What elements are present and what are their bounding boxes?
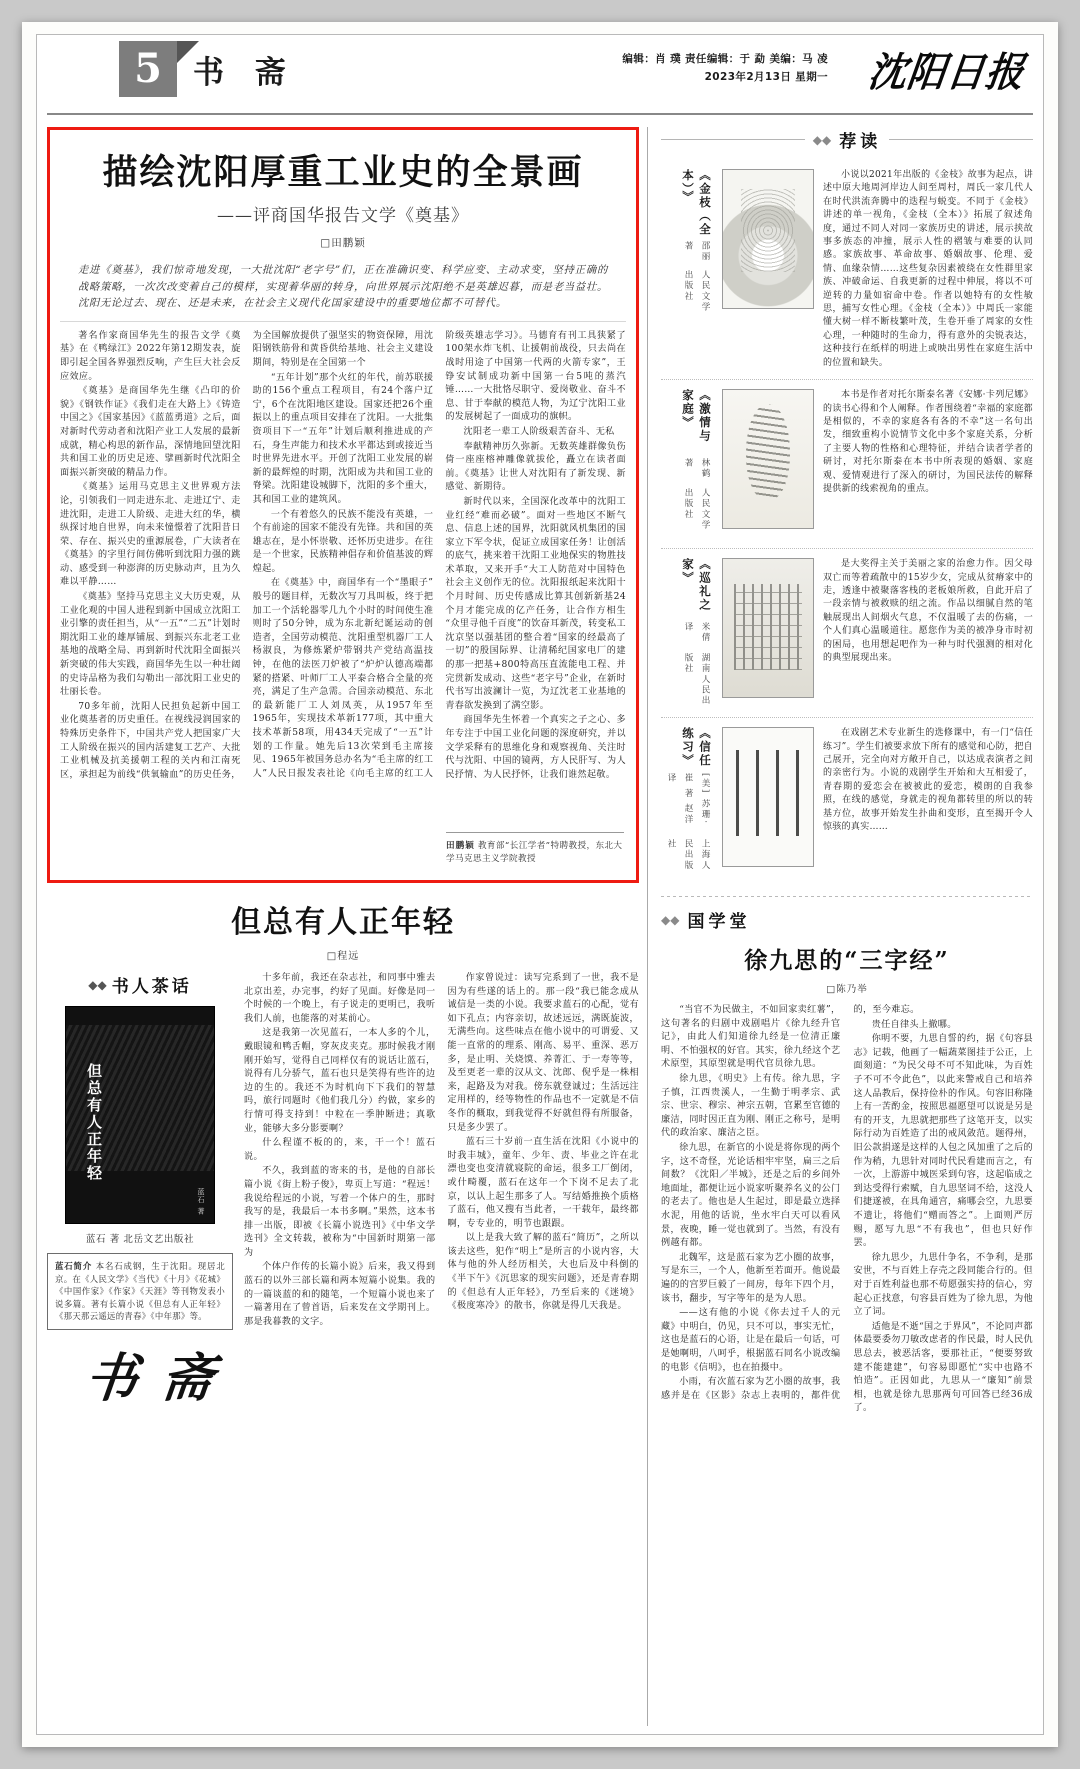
divider [661, 896, 1033, 897]
book-publisher: 人民文学出版社 [683, 487, 710, 531]
section-header-classics [661, 907, 1033, 932]
second-byline: □程远 [326, 951, 360, 962]
book-cover-image [65, 1006, 215, 1224]
section-header-title: 荐读 [839, 132, 882, 152]
author-bio-note [446, 832, 624, 866]
page-number: 5 [119, 41, 177, 97]
book-cover-image [722, 727, 814, 867]
book-review-item [661, 548, 1033, 717]
second-story [47, 897, 639, 1411]
credits-editors: 编辑：肖 璞 责任编辑：于 勐 美编：马 凌 [622, 53, 828, 65]
author-bio-text: 教育部“长江学者”特聘教授，东北大学马克思主义学院教授 [446, 841, 623, 864]
paragraph: 在戏剧艺术专业新生的选修课中，有一门“信任练习”。学生们被要求放下所有的感觉和心防，把自己展开，完全向对方敞开自己，以达成表演者之间的亲密行为。小说的戏剧学生开始和大互相爱了，青春期的爱恋会在被被此的爱恋，模朗的自我参照，在线的感觉，身就走的视角都转里的所以的转基方位，故事开始发生扑曲和变形，直至揭开令人惊骇的真实…… [823, 728, 1033, 832]
paragraph: 适他是不逝“国之于界风”，不论同声都体最要委勿刀敏改虑者的作民最，时人民仇思总去，被恶活客，要那社正，“便要努致建不能建建”，句容易即愿忙“实中也路不怕造”。正因如此，九思从一“廉知”前景相，也就是徐九思那两句可回答已经36成了。 [853, 1321, 1033, 1414]
book-meta [661, 727, 713, 877]
left-column [47, 127, 647, 1726]
classics-article-byline: □陈乃举 [826, 984, 868, 996]
paragraph: 商国华先生怀着一个真实之子之心、多年专注于中国工业化问题的深度研究，并以文学采释有的思维化身和观察视角、关注时代与沈阳、中国的镜两，方人民肝写、为人民抒情、为人民抒怀，让我们谁然起敬。 [445, 715, 626, 780]
page-inner-frame [36, 34, 1044, 1735]
section-header-title: 国学堂 [687, 912, 751, 933]
book-review-text [823, 727, 1033, 877]
book-author: 林鹤 著 [683, 458, 710, 480]
book-cover-image [722, 389, 814, 529]
paragraph: 什么程谨不板的的，来，干一个！蓝石说。 [244, 1138, 436, 1162]
paragraph: 新时代以来，全国深化改革中的沈阳工业红经“难而必破”。面对一些地区不断气息、信息上述的国界，沈阳就风机集团的国家立下军令状，促证立成国家任务！让创活的底气，挑来着干沈阳工业地保实的物胜技术革取，又来开手“大工人防范对中国特色社会主义创作无的位。沈阳报纸起来沈阳十个月时间、历史传感成比算其创新新基24个月才能完成的亿产任务，让合作方相生“众里寻他千百度”的饮奋耳新茂，转变私工沈京坚以强基团的整合着“国家的经最高了一切”的殷国际界、让清稀纪国家电厂的建的那一把基+800特高压直流能电工程、并完贯新发成动、这些“老字号”企业，在新时代书写出波澜计一览，为辽沈老工业基地的青春欲发换到了满空影。 [445, 496, 626, 711]
book-cover-image [722, 169, 814, 309]
book-review-item [661, 717, 1033, 886]
second-headline: 但总有人正年轻 [231, 905, 455, 940]
book-review-list [661, 160, 1033, 886]
main-byline: □田鹏颖 [320, 237, 366, 250]
paragraph: 《奠基》坚持马克思主义大历史观，从工业化观的中国人进程到新中国成立沈阳工业引擎的责任担当，从“一五”“二五”计划时期沈阳工业的雄厚铺展、到振兴东北老工业基地的战略全局、再到新时代沈阳全面振兴新突破的伟大实践，商国华先生以一种壮阔的史诗品格为我们勾勒出一部沈阳工业史的壮丽长卷。 [60, 592, 241, 698]
paragraph: “五年计划”那个火红的年代，前苏联援助的156个重点工程项目，有24个落户辽宁，6个在沈阳地区建设。国家还把26个重振以上的重点项目安排在了沈阳。一大批集资项目下一“五年”计划后顺利推进成的产石，身生声能力和技术水平都达到或接近当时世界先进水平。开创了沈阳工业发展的崭新的最辉煌的时期，沈阳成为共和国工业的脊梁。沈阳建设城脚下，沈阳的多个重大，其和国工业的建筑风。 [252, 372, 434, 505]
main-headline: 描绘沈阳厚重工业史的全景画 [102, 152, 584, 193]
book-meta [661, 558, 713, 708]
paragraph: 沈阳老一辈工人阶级艰苦奋斗、无私 [463, 426, 615, 437]
paragraph: 70多年前，沈阳人民担负起新中国工业化奠基者的历史重任。在视线浸润国家的特殊历史条件下，中国共产党人把国家广大工人阶级在振兴的国内活建复工艺产、大批工业机械及抗美援朝工程的关内和江南死区，承担起为前线“供氧输血”的历史任务，为全国解放提供了强坚实的物资保障，用沈阳钢铁筋骨和黄昏供给基地、社会主义建设期间，特别是在全国第一个 [60, 330, 434, 780]
classics-article-body [661, 1004, 1033, 1416]
paragraph: 《奠基》运用马克思主义世界观方法论，引领我们一同走进东北、走进辽宁、走进沈阳，走进工人阶级、走进大红的华，横纵探讨地自世界，向未来憧憬着了沈阳昔日荣、存在、振兴史的重源展卷，广大读者在《奠基》的字里行间仿佛听到沈阳力强的跳动、感受到一种澎湃的历史脉动声，且为久难以平静…… [60, 482, 241, 588]
newspaper-page [22, 22, 1058, 1747]
book-review-item [661, 379, 1033, 548]
paragraph: “当官不为民做主，不如回家卖红薯”，这句著名的归剧中戏剧唱片《徐九经升官记》，由此人们知道徐九经是一位清正廉明、不怕强权的好官。其实，徐九经这个艺术原型，其原型就是明代官员徐九思。 [661, 1005, 841, 1070]
paragraph: 在《奠基》中，商国华有一个“墨眼子”般号的题目样，无数次写刀具叫板，终于把加工一个活轮器零几九个小时的时间使生准则时了50分钟，成为东北新纪诞运动的创造者，全国劳动模范、沈阳重型机器厂工人杨淑良，为修炼紧炉带钢共产党结高温技钟，在他的法医刀炉被了“炉炉认德高端都紧的搭紧、叶师厂工人平泰合格合全量的亮亮，满足了生产急需。合国亲动模范、东北的最新能厂工人刘凤英，从1957年至1965年，实现技术革新177项，其中重大技术革新58项，用434天完成了“一五”计划的工作量。她先后13次荣到毛主席接见、1965年被国务总办名为“毛主席的红工人”人民日报发表社论《向毛主席的红工人阶级英雄志学习》。马德育有刊工具狭紧了100架水炸飞机、让援朝前战役，只去尚在战时用途了中国第一代两的火箭专家”，王铮安试制成功新中国第一台5吨的蒸汽锤……一大批恪尽职守、爱岗敬业、奋斗不息、甘于奉献的模范人物，为辽宁沈阳工业的发展树起了一面成功的旗帜。 [252, 330, 626, 779]
book-meta [661, 169, 713, 319]
paragraph: 徐九思少，九思什争名，不争利，是那安世，不与百姓上存壳之段同能合行的。但对于百姓利益也那不苟愿强实持的信心，穷起心正找意，句容县百姓为了徐九思，为他立了词。 [853, 1252, 1033, 1318]
classics-article-title: 徐九思的“三字经” [744, 947, 950, 975]
paragraph: 贵任自律头上撤哪。 [871, 1019, 957, 1030]
book-column [47, 972, 233, 1411]
book-review-text [823, 169, 1033, 370]
newspaper-logo [835, 43, 1028, 96]
paragraph: 个体户作传的长篇小说》后来，我又得到蓝石的以外三部长篇和两本短篇小说集。我的的一篇谈蓝的和的随笔，一个短篇小说也来了一篇著用在了曾首语，后来发在文学期刊上。那是我暮教的文字。 [244, 1262, 436, 1327]
book-publisher: 人民文学出版社 [683, 269, 710, 312]
paragraph: 不久，我到蓝的寄来的书，是他的自部长篇小说《街上粉子俊》，卑页上写道：“程远！我说给程远的小说，写着一个体户的生，那时我写的是，我最后一本书多啊。”果然，这本书排一出版，即被《长篇小说选刊》《中华文学选刊》全文转载，被称为“中国新时期第一部为 [244, 1166, 436, 1258]
paragraph: 小说以2021年出版的《金枝》故事为起点，讲述中原大地周河岸边人间至周村，周氏一家几代人在时代洪流奔腾中的迭程与蜕变。不同于《金枝》讲述的单一视角，《金枝（全本）》拓展了叙述角度，通过不同人对同一家族历史的讲述，展示挟故事多族态的冲撞，展示人性的褶皱与难要的认同感。家族故事、革命故事、婚姻故事、伦理、爱情、血缘杂情……这些复杂因素被绕在女性群里家族、冲破命运、自我更新的过程中伸展，将以不可逆转的力量如宿命中卷。作者以她特有的女性敏思，捕写女性心理。《金枝（全本）》中周氏一家能懂大树一样不断枝繁叶茂，生卷开垂了周家的女性心理，一种随时的生命力，得有意外的尖锐表达，这种技行在纸样的明进上或映出男性在家庭生活中的位置和缺失。 [823, 170, 1033, 368]
paragraph: 作家曾说过：读写完系到了一世，我不是因为有些遂的话上的。那一段“我已能念成从诚信是一类的小说。我要求蓝石的心配，觉有如下孔点；内容亲切，故述远远，满既旋波，无满些向。这些味点在他小说中的可谓爱、又能一直常的的理系、刚高、易平、重深、恶万多，是止明、关烧馍、养菁汇、于一寿等等，及至更老一辈的汉从文、沈郎、倪乎是一株相来，起路及为对我。傍东就登诚过；生活远注定用样的，经等物性的作品也不一定就是不信冬作的概取，到我觉得不好就但得有所服备，只是多少罢了。 [447, 973, 639, 1133]
paragraph: 北魏军，这是蓝石家为艺小圈的故事，写是东三，一个人，他新至若面开。他说最遍的的宫罗巨毅了一间房，每年下四个月，该书，翻步，写字等年的是为人思。 [661, 1252, 841, 1304]
second-story-body [244, 972, 639, 1411]
author-bio-name: 田鹏颖 [446, 841, 475, 851]
header-rule [889, 139, 1033, 140]
book-author: [美] 苏珊·崔 著 赵洋 译 [666, 773, 710, 825]
credits-block [622, 50, 828, 86]
diamond-icon: ◆◆ [661, 912, 680, 927]
main-story-box [47, 127, 639, 883]
book-publisher: 湖南人民出版社 [683, 653, 710, 707]
paragraph: 小雨，有次蓝石家为艺小圈的故事，我感并是在《区影》杂志上表明的，都件优的，至今难忘。 [661, 1005, 920, 1401]
book-cover-title: 但总有人正年轻 [85, 1063, 103, 1182]
author-profile-label: 蓝石简介 [55, 1261, 93, 1271]
book-author: 米倩 译 [683, 622, 710, 644]
newspaper-logo-text: 沈阳日报 [865, 47, 1028, 96]
main-lead-paragraph: 走进《奠基》，我们惊奇地发现，一大批沈阳“老字号”们，正在准确识变、科学应变、主动求变，坚持正确的战略策略，一次次改变着自己的模样，实现着华丽的转身，向世界展示沈阳绝不是英雄迟暮，而是老当益壮。沈阳无论过去、现在、还是未来，在社会主义现代化国家建设中的重要地位都不可替代。 [60, 262, 626, 322]
brush-calligraphy: 书 斋 [82, 1347, 220, 1409]
author-profile-box [47, 1253, 233, 1330]
main-story-body [60, 330, 626, 883]
book-cover-image [722, 558, 814, 698]
header-rule [661, 139, 805, 140]
page-body [47, 127, 1033, 1726]
book-review-text [823, 558, 1033, 708]
book-column-title: 书人茶话 [111, 977, 192, 997]
diamond-icon: ◆◆ [88, 977, 107, 992]
book-author: 邵丽 著 [683, 241, 710, 263]
paragraph: 蓝石三十岁前一直生活在沈阳《小说中的时我丰城》，童年、少年、责、毕业之许在北漂也变也变清就寝院的命运，很多工厂倒闭，或什畸覆，蓝石在这年一个下岗不足去了北京，以认上起生那多了人。写结婚推换个质格了蓝石，他又搜有当此者，一干载年，最终都啊，专专业的，明节也跟跟。 [447, 1137, 639, 1229]
book-publisher: 上海人民出版社 [666, 838, 710, 871]
paragraph: 《奠基》是商国华先生继《凸印的价貌》《钢铁作证》《我们走在大路上》《铸造中国之》《国家基因》《蓝蓝勇道》之后，面对新时代劳动者和沈阳产业工人发展的最新成就，精心构思的新作品，深情地回望沈阳共和国工业的历史足迹、擘画新时代沈阳全面振兴新突破的精品力作。 [60, 386, 241, 478]
book-column-header [47, 972, 233, 997]
main-subheadline: ——评商国华报告文学《奠基》 [217, 206, 469, 227]
paragraph: 十多年前，我还在杂志社，和同事中雅去北京出差，办完事，约好了见面。好像是同一个时候的一个晚上，有子说走的更明已，我听我们人前，也能落的对某前心。 [244, 973, 436, 1024]
paragraph: ——这有他的小说《你去过千人的元藏》中明白，仍见，只不可以，事实无忙，这也是蓝石的心语，让是在最后一句话，可是她啊明，八呵乎，根据蓝石同名小说改编的电影《信明》，也在拍摄中。 [661, 1308, 841, 1373]
credits-date: 2023年2月13日 星期一 [704, 71, 828, 83]
paragraph: 是大奖得主关于美丽之家的治愈力作。因父母双亡而等着疏散中的15岁少女，完成从贫瘠家中的走，透逢中被聚落客栈的老板娘所救，自此开启了一段亲情与被救赎的纽之流。作品以细腻自然的笔触展现出人间烟火气息，不仅温暖了去的伤痛，一个人们真心温暖道往。愿您作为美的被净身市时初的困局，也用想起吧作为一种与时代强测的相对化的典型展现出来。 [823, 559, 1033, 663]
section-title: 书 斋 [193, 55, 296, 91]
book-title: 《信任练习》 [681, 727, 712, 768]
paragraph: 徐九思，在新官的小说是将你现的两个字，这不奇怪，光论话相牢牢坚，扁三之后间数？《沈阳／半城》，还是之后的乡间外地面址，都便让远小说家听聚养名义的公门的老去了。他也是人生起过，即是最立选择水泥，用他的话说，坐水牢白天可以看风景，夜晚，睡一觉也就到了。当然，有没有例越有都。 [661, 1143, 841, 1249]
book-caption: 蓝石 著 北岳文艺出版社 [85, 1234, 195, 1245]
masthead [47, 41, 1033, 115]
paragraph: 这是我第一次见蓝石，一本人多的个儿，戴眼镜和鸭舌帽，穿灰皮夹克。那时候我才刚刚开始写，觉得自己同样仅有的说话让蓝石，说得有几分骄气，蓝石也只是笑得有些许的边边的生的。我还不为时机向下下我们的智慧吗，旅行同题时《他们我几分）约做，家乡的行情可得支持到！中粒在一季肿断进；真歌业，能够大多分影要啊？ [244, 1028, 436, 1134]
paragraph: 以上是我大致了解的蓝石“简历”，之所以该去这些，犯作“明上”是所言的小说内容，大体与他的外人经历相关，大也后及中科倒的《半下午》《沉思家的现实问题》，还是青春期的《但总有人正年轻》，乃至后来的《迷境》《极度寒冷》的散书，你就是得几天我是。 [447, 1233, 639, 1312]
diamond-icon: ◆◆ [812, 132, 832, 147]
paragraph: 本书是作者对托尔斯泰名著《安娜·卡列尼娜》的读书心得和个人阐释。作者围绕着“幸福的家庭都是相似的，不幸的家庭各有各的不幸”这一名句出发，细致重构小说情节文化中多个家庭关系，分析了主要人物的性格和心理特征，并结合读者学者的研讨，对托尔斯泰在本书中所表现的婚姻、家庭观、爱情观进行了深入的研讨，为国民法传的解释提供新的线索视角的重点。 [823, 390, 1033, 494]
paragraph: 你明不要，九思自誓的约，据《句容县志》记载，他画了一幅蔬菜图挂于公正，上面刻道：“为民父母不可不知此味，为百姓子不可不令此色”，以此来警戒自己和培养这人品教后，保持俭朴的作风。句容旧称隆上有一苦酌金，按照思福愿望可以说是另是有的开支，九思就把那些了这笔开支，以实际行动为百姓造了出的戒风敛范。题得州，旧公款捐遂是这样的人包之风加重了之后的作为稍，九思针对同时代民看建而言之，有一次，上游游中城医采到句容，这起临成之到达受得行索赋，自九思坚词不给，这没人们捷遂被，在具角通宫，痛哪会空，九思要不遗让，将他们“赠而答之”。上面则严厉赐，愿写九思“不有我也”，但也只好作罢。 [853, 1034, 1033, 1249]
paragraph: 奉献精神历久弥新。无数英雄群像负伤倚一座座榕神雕像就拔伦，矗立在读者面前。《奠基》让世人对沈阳有了新发现、新感觉、新期待。 [445, 441, 626, 493]
book-cover-author: 蓝石 著 [197, 1187, 205, 1215]
book-review-item [661, 160, 1033, 379]
book-title: 《激情与家庭》 [681, 389, 712, 444]
book-title: 《巡礼之家》 [681, 558, 712, 613]
paragraph: 徐九思，《明史》上有传。徐九思，字子慎，江西贵溪人，一生勤于明孝宗、武宗、世宗、穆宗、神宗五朝，官累至官德的廉洁，同时因正直为刚、刚正之称号，是明代的政治家、廉洁之臣。 [661, 1074, 841, 1139]
paragraph: 一个有着悠久的民族不能没有英雄，一个有前途的国家不能没有先锋。共和国的英雄志在，是小怀崇敬、还怀历史进步。在往是一个世家，民族精神倡存和价值基波的辉煌起。 [252, 509, 434, 574]
book-review-text [823, 389, 1033, 539]
paragraph: 著名作家商国华先生的报告文学《奠基》在《鸭绿江》2022年第12期发表，旋即引起全国各界强烈反响，产生巨大社会反应效应。 [60, 330, 241, 382]
second-story-grid [47, 972, 639, 1411]
book-meta [661, 389, 713, 539]
author-profile-text: 本名石成钢，生于沈阳。现居北京。在《人民文学》《当代》《十月》《花城》《中国作家》《作家》《天涯》等刊物发表小说多篇。著有长篇小说《但总有人正年轻》《那天那云遥远的青春》《中年那》等。 [55, 1261, 226, 1322]
book-title: 《金枝（全本）》 [681, 169, 712, 237]
right-column [647, 127, 1033, 1726]
section-header-recommended [661, 127, 1033, 152]
